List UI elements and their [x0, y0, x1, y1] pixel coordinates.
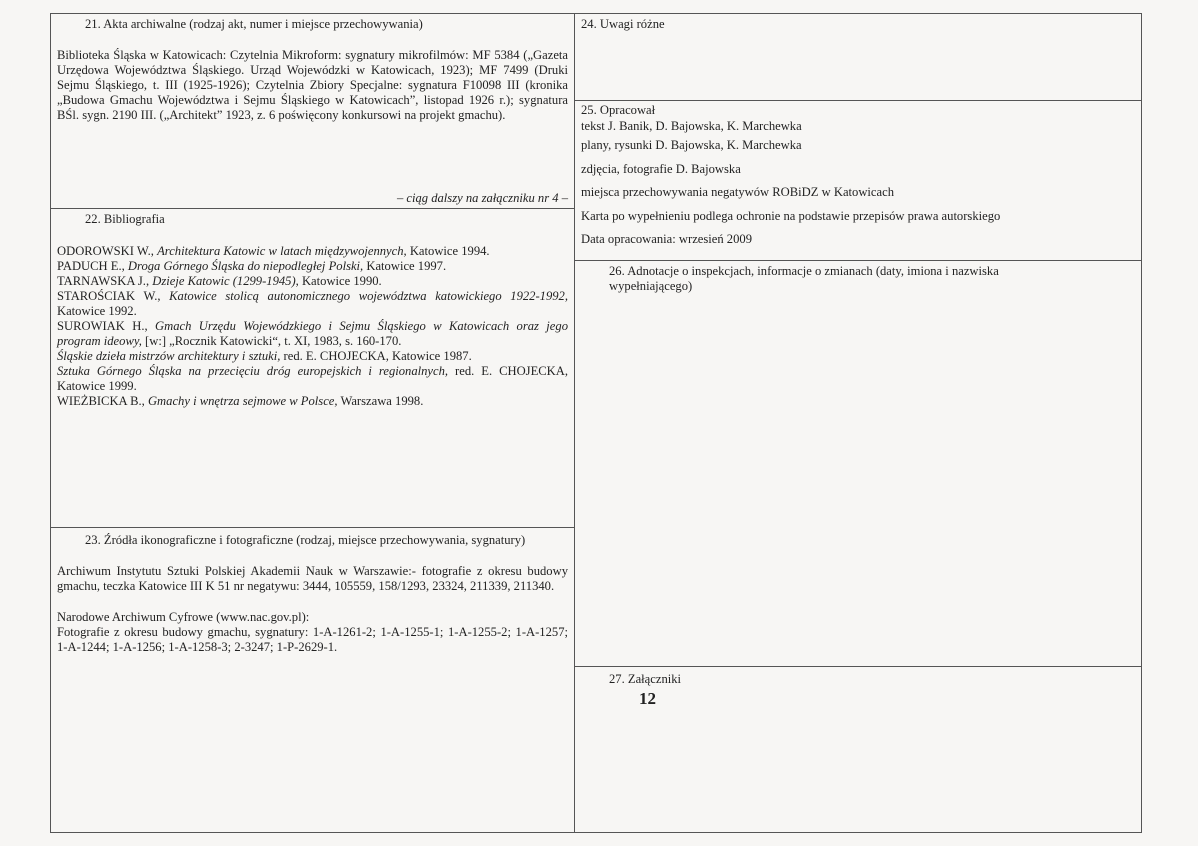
section-25-line: tekst J. Banik, D. Bajowska, K. Marchewka — [581, 119, 802, 133]
entry-details: [w:] „Rocznik Katowicki“, t. XI, 1983, s. 160-170. — [141, 334, 402, 348]
section-23-iconographic-sources — [50, 527, 575, 833]
section-26-heading: 26. Adnotacje o inspekcjach, informacje o zmianach (daty, imiona i nazwiska wypełniającego) — [609, 264, 999, 293]
entry-title: Droga Górnego Śląska do niepodległej Polski, — [127, 259, 364, 273]
section-26-annotations — [574, 260, 1142, 667]
section-22-heading: 22. Bibliografia — [85, 212, 165, 226]
section-23-para1: Archiwum Instytutu Sztuki Polskiej Akademii Nauk w Warszawie:- fotografie z okresu budowy gmachu, teczka Katowice III K 51 nr negatywu: 3444, 105559, 158/1293, 23324, 211339, 211340. — [57, 564, 568, 593]
section-24-remarks — [574, 13, 1142, 101]
bibliography-list — [57, 244, 568, 409]
section-23-para2-body: Fotografie z okresu budowy gmachu, sygnatury: 1-A-1261-2; 1-A-1255-1; 1-A-1255-2; 1-A-1257; 1-A-1244; 1-A-1256; 1-A-1258-3; 2-3247; 1-P-2629-1. — [57, 625, 568, 654]
section-25-prepared-by — [574, 100, 1142, 261]
entry-details: Katowice 1992. — [57, 304, 137, 318]
entry-title: Dzieje Katowic (1299-1945), — [152, 274, 299, 288]
entry-details: red. E. CHOJECKA, Katowice 1999. — [57, 364, 569, 393]
section-25-line: zdjęcia, fotografie D. Bajowska — [581, 161, 741, 176]
section-25-line: miejsca przechowywania negatywów ROBiDZ w Katowicach — [581, 185, 894, 199]
section-25-heading: 25. Opracował — [581, 103, 656, 117]
entry-author: STAROŚCIAK W., — [57, 289, 170, 303]
entry-title: Katowice stolicą autonomicznego województwa katowickiego 1922-1992, — [169, 289, 568, 303]
entry-title: Śląskie dzieła mistrzów architektury i sztuki, — [57, 349, 281, 363]
section-25-line: plany, rysunki D. Bajowska, K. Marchewka — [581, 138, 802, 152]
entry-title: Gmach Urzędu Wojewódzkiego i Sejmu Śląskiego w Katowicach oraz jego program ideowy, — [57, 319, 568, 348]
bibliography-entry — [57, 289, 568, 319]
bibliography-entry — [57, 394, 568, 409]
entry-details: Katowice 1997. — [363, 259, 447, 273]
section-25-line: Data opracowania: wrzesień 2009 — [581, 232, 752, 246]
bibliography-entry — [57, 274, 568, 289]
entry-title: Sztuka Górnego Śląska na przecięciu dróg europejskich i regionalnych, — [57, 364, 449, 378]
entry-author: TARNAWSKA J., — [57, 274, 153, 288]
entry-title: Gmachy i wnętrza sejmowe w Polsce, — [147, 394, 338, 408]
section-24-heading: 24. Uwagi różne — [581, 17, 665, 31]
entry-author: SUROWIAK H., — [57, 319, 156, 333]
entry-title: Architektura Katowic w latach międzywojennych, — [157, 244, 407, 258]
entry-author: PADUCH E., — [57, 259, 128, 273]
bibliography-entry — [57, 244, 568, 259]
section-27-heading: 27. Załączniki — [609, 672, 682, 686]
section-27-attachments — [574, 666, 1142, 833]
section-21-body: Biblioteka Śląska w Katowicach: Czytelnia Mikroform: sygnatury mikrofilmów: MF 5384 („Gazeta Urzędowa Województwa Śląskiego. Urząd Wojewódzki w Katowicach, 1923); MF 7499 (Druki Sejmu Śląskiego, t. III (1925-1926); Czytelnia Zbiory Specjalne: sygnatura F10098 III (kronika „Budowa Gmachu Województwa i Sejmu Śląskiego w Katowicach”, listopad 1926 r.); sygnatura BŚl. sygn. 2190 III. („Architekt” 1923, z. 6 poświęcony konkursowi na projekt gmachu). — [57, 48, 568, 122]
section-22-bibliography — [50, 208, 575, 528]
entry-author: ODOROWSKI W., — [57, 244, 158, 258]
section-21-archival-records — [50, 13, 575, 209]
entry-details: Warszawa 1998. — [337, 394, 424, 408]
section-21-continuation: – ciąg dalszy na załączniku nr 4 – — [396, 191, 568, 205]
bibliography-entry — [57, 364, 568, 394]
bibliography-entry — [57, 319, 568, 349]
entry-details: Katowice 1990. — [298, 274, 382, 288]
section-21-heading: 21. Akta archiwalne (rodzaj akt, numer i miejsce przechowywania) — [85, 17, 423, 31]
section-25-line: Karta po wypełnieniu podlega ochronie na podstawie przepisów prawa autorskiego — [581, 208, 1001, 223]
entry-details: red. E. CHOJECKA, Katowice 1987. — [280, 349, 472, 363]
attachments-count: 12 — [639, 689, 656, 708]
entry-details: Katowice 1994. — [406, 244, 490, 258]
entry-author: WIEŻBICKA B., — [57, 394, 148, 408]
bibliography-entry — [57, 259, 568, 274]
bibliography-entry — [57, 349, 568, 364]
section-23-heading: 23. Źródła ikonograficzne i fotograficzne (rodzaj, miejsce przechowywania, sygnatury) — [85, 533, 526, 547]
section-23-para2-title: Narodowe Archiwum Cyfrowe (www.nac.gov.pl): — [57, 610, 310, 624]
